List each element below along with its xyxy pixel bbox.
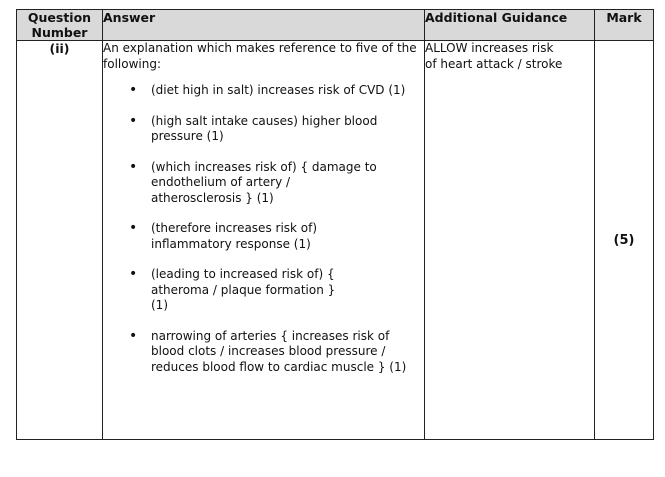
answer-points (103, 83, 424, 375)
question-number: (ii) (17, 41, 103, 440)
answer-point: • (diet high in salt) increases risk of CVD (1) (103, 83, 424, 99)
header-answer: Answer (103, 10, 425, 41)
answer-point: • (which increases risk of) { damage to endothelium of artery / atherosclerosis } (1) (103, 160, 424, 207)
header-row (17, 10, 654, 41)
answer-point: • narrowing of arteries { increases risk of blood clots / increases blood pressure / reduces blood flow to cardiac muscle } (1) (103, 329, 424, 376)
guidance-cell: ALLOW increases risk of heart attack / stroke (425, 41, 595, 440)
answer-point: • (high salt intake causes) higher blood pressure (1) (103, 114, 424, 145)
mark-cell: (5) (595, 41, 654, 440)
header-question-number: Question Number (17, 10, 103, 41)
answer-intro: An explanation which makes reference to five of the following: (103, 41, 417, 71)
answer-point: • (therefore increases risk of) inflammatory response (1) (103, 221, 424, 252)
header-additional-guidance: Additional Guidance (425, 10, 595, 41)
header-mark: Mark (595, 10, 654, 41)
mark-scheme-table (16, 9, 654, 440)
answer-row (17, 41, 654, 440)
answer-cell (103, 41, 425, 440)
answer-point: • (leading to increased risk of) { atheroma / plaque formation } (1) (103, 267, 424, 314)
